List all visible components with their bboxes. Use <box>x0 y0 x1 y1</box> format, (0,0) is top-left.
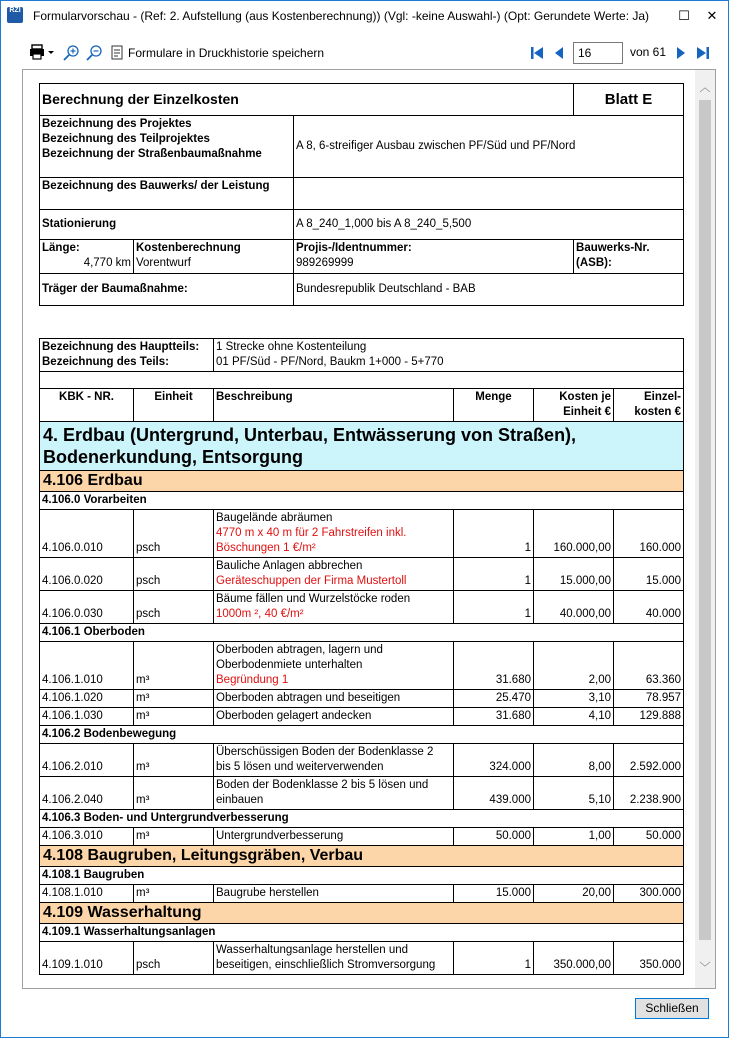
projid-cell <box>294 240 574 274</box>
total-cost: 40.000 <box>614 591 684 624</box>
table-row <box>40 885 684 903</box>
col-beschreibung: Beschreibung <box>214 389 454 422</box>
haupt-label: Bezeichnung des Hauptteils: <box>42 341 200 353</box>
teil-label: Bezeichnung des Teils: <box>42 356 169 368</box>
kbk-nr: 4.106.2.040 <box>40 777 134 810</box>
table-row <box>40 942 684 975</box>
unit-price: 5,10 <box>534 777 614 810</box>
table-row <box>40 744 684 777</box>
kbk-nr: 4.106.1.020 <box>40 690 134 708</box>
station-label: Stationierung <box>40 210 294 240</box>
subgroup-41063: 4.106.3 Boden- und Untergrundverbesserung <box>40 810 684 828</box>
col-kosten-je: Kosten je Einheit € <box>534 389 614 422</box>
spacer <box>39 306 683 338</box>
quantity: 15.000 <box>454 885 534 903</box>
table-row <box>40 708 684 726</box>
quantity: 324.000 <box>454 744 534 777</box>
measure-label: Bezeichnung der Straßenbaumaßnahme <box>42 148 262 160</box>
unit: m³ <box>134 708 214 726</box>
unit: m³ <box>134 828 214 846</box>
kb-value: Vorentwurf <box>136 257 191 269</box>
subgroup-41061: 4.106.1 Oberboden <box>40 624 684 642</box>
quantity: 1 <box>454 510 534 558</box>
description: Oberboden abtragen und beseitigen <box>214 690 454 708</box>
unit-price: 350.000,00 <box>534 942 614 975</box>
description: Oberboden gelagert andecken <box>214 708 454 726</box>
maximize-button[interactable]: ☐ <box>678 8 690 23</box>
save-history-label[interactable]: Formulare in Druckhistorie speichern <box>128 46 325 60</box>
laenge-label: Länge: <box>42 242 80 254</box>
quantity: 31.680 <box>454 642 534 690</box>
project-label: Bezeichnung des Projektes <box>42 118 192 130</box>
cost-table <box>39 338 684 975</box>
scroll-up-icon[interactable]: ︿ <box>699 82 711 94</box>
total-cost: 78.957 <box>614 690 684 708</box>
save-history-button[interactable] <box>111 45 125 64</box>
vertical-scrollbar[interactable] <box>695 70 715 988</box>
first-page-button[interactable] <box>529 45 545 61</box>
description-note: 1000m ², 40 €/m² <box>216 608 304 620</box>
kbk-nr: 4.106.2.010 <box>40 744 134 777</box>
table-row <box>40 591 684 624</box>
first-page-icon <box>529 45 545 61</box>
kbk-nr: 4.109.1.010 <box>40 942 134 975</box>
prev-page-button[interactable] <box>552 45 568 61</box>
description <box>214 591 454 624</box>
last-page-icon <box>695 45 711 61</box>
total-cost: 15.000 <box>614 558 684 591</box>
header-table <box>39 83 684 306</box>
group-4109: 4.109 Wasserhaltung <box>40 903 684 924</box>
table-row <box>40 777 684 810</box>
description: Überschüssigen Boden der Bodenklasse 2 bis 5 lösen und weiterverwenden <box>214 744 454 777</box>
projid-value: 989269999 <box>296 257 354 269</box>
description: Wasserhaltungsanlage herstellen und beseitigen, einschließlich Stromversorgung <box>214 942 454 975</box>
subproject-label: Bezeichnung des Teilprojektes <box>42 133 210 145</box>
description <box>214 558 454 591</box>
kbk-nr: 4.106.1.030 <box>40 708 134 726</box>
total-cost: 50.000 <box>614 828 684 846</box>
kbk-nr: 4.106.0.010 <box>40 510 134 558</box>
total-cost: 300.000 <box>614 885 684 903</box>
subgroup-41060: 4.106.0 Vorarbeiten <box>40 492 684 510</box>
total-cost: 129.888 <box>614 708 684 726</box>
description-text: Oberboden abtragen, lagern und Oberbodenmiete unterhalten <box>216 644 383 671</box>
kbk-nr: 4.106.0.020 <box>40 558 134 591</box>
description-note: 4770 m x 40 m für 2 Fahrstreifen inkl. Böschungen 1 €/m² <box>216 527 407 554</box>
traeger-value: Bundesrepublik Deutschland - BAB <box>294 274 684 306</box>
parts-values <box>214 339 684 372</box>
unit-price: 2,00 <box>534 642 614 690</box>
quantity: 31.680 <box>454 708 534 726</box>
traeger-label: Träger der Baumaßnahme: <box>40 274 294 306</box>
total-cost: 160.000 <box>614 510 684 558</box>
sheet-number: Blatt E <box>574 84 684 116</box>
table-row <box>40 558 684 591</box>
empty-row <box>40 372 684 389</box>
last-page-button[interactable] <box>695 45 711 61</box>
table-row <box>40 642 684 690</box>
unit: psch <box>134 558 214 591</box>
unit-price: 160.000,00 <box>534 510 614 558</box>
document-history-icon <box>111 45 125 61</box>
close-button[interactable]: Schließen <box>635 998 709 1019</box>
subgroup-41081: 4.108.1 Baugruben <box>40 867 684 885</box>
total-cost: 350.000 <box>614 942 684 975</box>
total-cost: 2.238.900 <box>614 777 684 810</box>
printer-icon <box>29 44 57 60</box>
next-page-button[interactable] <box>673 45 689 61</box>
window-title: Formularvorschau - (Ref: 2. Aufstellung (aus Kostenberechnung)) (Vgl: -keine Auswahl-) (Opt: Gerundete Werte: Ja) <box>33 9 650 23</box>
bauwerk-value <box>294 178 684 210</box>
kbk-nr: 4.106.1.010 <box>40 642 134 690</box>
app-icon: RZI <box>7 7 23 23</box>
col-einheit: Einheit <box>134 389 214 422</box>
quantity: 1 <box>454 558 534 591</box>
quantity: 25.470 <box>454 690 534 708</box>
station-value: A 8_240_1,000 bis A 8_240_5,500 <box>294 210 684 240</box>
project-labels <box>40 116 294 178</box>
unit-price: 8,00 <box>534 744 614 777</box>
scroll-thumb[interactable] <box>699 100 711 940</box>
unit-price: 1,00 <box>534 828 614 846</box>
total-cost: 2.592.000 <box>614 744 684 777</box>
sheet-title: Berechnung der Einzelkosten <box>40 84 574 116</box>
quantity: 1 <box>454 942 534 975</box>
parts-labels <box>40 339 214 372</box>
description <box>214 642 454 690</box>
description <box>214 510 454 558</box>
unit: m³ <box>134 885 214 903</box>
unit: psch <box>134 942 214 975</box>
form-page <box>39 83 683 975</box>
unit-price: 3,10 <box>534 690 614 708</box>
page-number-input[interactable] <box>573 42 623 64</box>
zoom-out-button[interactable] <box>86 45 104 64</box>
group-4108: 4.108 Baugruben, Leitungsgräben, Verbau <box>40 846 684 867</box>
unit: m³ <box>134 777 214 810</box>
close-window-button[interactable]: ✕ <box>706 8 718 23</box>
quantity: 50.000 <box>454 828 534 846</box>
page-count: von 61 <box>630 45 667 59</box>
scroll-down-icon[interactable]: ﹀ <box>699 962 711 974</box>
unit-price: 20,00 <box>534 885 614 903</box>
description-text: Bäume fällen und Wurzelstöcke roden <box>216 593 411 605</box>
laenge-cell <box>40 240 134 274</box>
kbk-nr: 4.106.0.030 <box>40 591 134 624</box>
unit-price: 15.000,00 <box>534 558 614 591</box>
unit: m³ <box>134 744 214 777</box>
subgroup-41091: 4.109.1 Wasserhaltungsanlagen <box>40 924 684 942</box>
unit: psch <box>134 510 214 558</box>
teil-value: 01 PF/Süd - PF/Nord, Baukm 1+000 - 5+770 <box>216 356 444 368</box>
projid-label: Projis-/Identnummer: <box>296 242 412 254</box>
project-value: A 8, 6-streifiger Ausbau zwischen PF/Süd und PF/Nord <box>294 116 684 178</box>
kb-label: Kostenberechnung <box>136 242 241 254</box>
zoom-in-button[interactable] <box>63 45 81 64</box>
asb-cell <box>574 240 684 274</box>
prev-page-icon <box>552 45 568 61</box>
description: Baugrube herstellen <box>214 885 454 903</box>
group-4106: 4.106 Erdbau <box>40 471 684 492</box>
col-kbk: KBK - NR. <box>40 389 134 422</box>
bauwerk-label: Bezeichnung des Bauwerks/ der Leistung <box>40 178 294 210</box>
zoom-in-icon <box>63 45 81 61</box>
subgroup-41062: 4.106.2 Bodenbewegung <box>40 726 684 744</box>
total-cost: 63.360 <box>614 642 684 690</box>
description-text: Bauliche Anlagen abbrechen <box>216 560 363 572</box>
laenge-value: 4,770 km <box>83 257 131 269</box>
description-note: Geräteschuppen der Firma Mustertoll <box>216 575 407 587</box>
description: Boden der Bodenklasse 2 bis 5 lösen und einbauen <box>214 777 454 810</box>
section-erdbau: 4. Erdbau (Untergrund, Unterbau, Entwässerung von Straßen), Bodenerkundung, Entsorgung <box>40 422 684 471</box>
unit-price: 40.000,00 <box>534 591 614 624</box>
kb-cell <box>134 240 294 274</box>
zoom-out-icon <box>86 45 104 61</box>
quantity: 1 <box>454 591 534 624</box>
col-einzelkosten: Einzel- kosten € <box>614 389 684 422</box>
document-viewer <box>22 69 716 989</box>
description: Untergrundverbesserung <box>214 828 454 846</box>
table-row <box>40 690 684 708</box>
unit-price: 4,10 <box>534 708 614 726</box>
table-row <box>40 510 684 558</box>
haupt-value: 1 Strecke ohne Kostenteilung <box>216 341 367 353</box>
unit: psch <box>134 591 214 624</box>
print-button[interactable] <box>29 44 51 62</box>
kbk-nr: 4.108.1.010 <box>40 885 134 903</box>
col-menge: Menge <box>454 389 534 422</box>
next-page-icon <box>673 45 689 61</box>
asb-label: Bauwerks-Nr. (ASB): <box>576 242 650 269</box>
table-row <box>40 828 684 846</box>
title-bar <box>1 1 728 31</box>
quantity: 439.000 <box>454 777 534 810</box>
unit: m³ <box>134 642 214 690</box>
description-text: Baugelände abräumen <box>216 512 333 524</box>
unit: m³ <box>134 690 214 708</box>
kbk-nr: 4.106.3.010 <box>40 828 134 846</box>
description-note: Begründung 1 <box>216 674 289 686</box>
